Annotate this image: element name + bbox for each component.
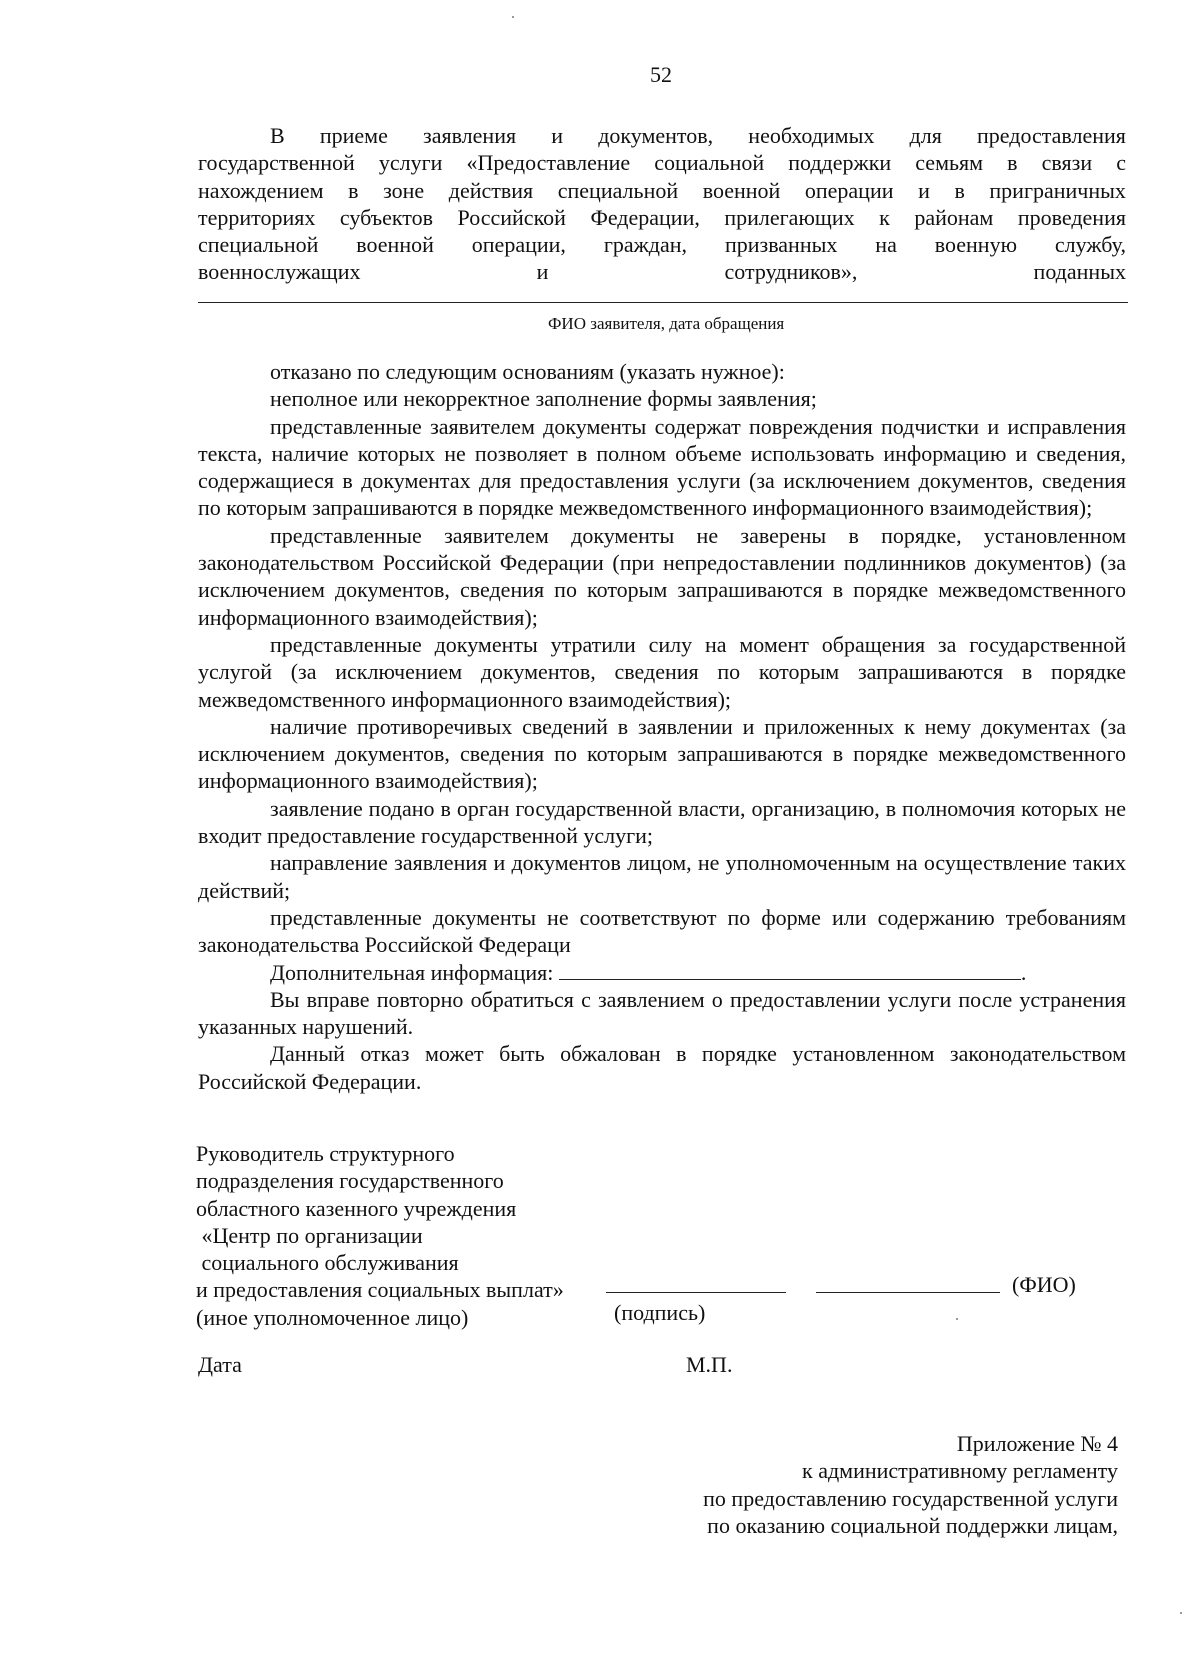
additional-info-end: . [1020,959,1027,985]
intro-word: на [875,232,897,258]
additional-info [198,959,1126,986]
intro-word: приграничных [989,177,1126,203]
intro-word: военной [356,232,434,258]
intro-word: военнослужащих [198,259,361,285]
intro-word: В [270,123,285,148]
intro-line [198,204,1126,231]
intro-word: проведения [1017,204,1126,230]
intro-word: в [348,177,359,203]
intro-word: действия [448,177,534,203]
intro-word: семьям [915,150,984,176]
intro-word: районам [914,204,994,230]
fio-label: (ФИО) [1012,1272,1076,1297]
ground-item: неполное или некорректное заполнение формы заявления; [270,386,817,412]
intro-word: граждан, [603,232,688,258]
grounds-intro: отказано по следующим основаниям (указать нужное): [270,359,785,384]
ground-item: заявление подано в орган государственной власти, организацию, в полномочия которых не входит предоставление государственной услуги; [198,795,1126,849]
intro-word: призванных [724,232,838,258]
intro-word: и [536,259,549,285]
intro-word: в [954,177,965,203]
intro-word: службу, [1054,232,1126,258]
appendix-number: Приложение № 4 [956,1431,1118,1456]
intro-word: социальной [654,150,765,176]
appendix-line: по предоставлению государственной услуги [703,1485,1118,1511]
intro-word: в [1007,150,1018,176]
applicant-field-line [198,302,1128,303]
appendix-header [703,1430,1118,1539]
ground-item: представленные документы не соответствуют по форме или содержанию требованиям законодательства Российской Федераци [198,904,1126,958]
intro-word: специальной [557,177,679,203]
intro-word: Федерации, [590,204,700,230]
intro-word: операции, [471,232,566,258]
ground-item: направление заявления и документов лицом, не уполномоченным на осуществление таких действий; [198,850,1126,903]
stamp-label: М.П. [686,1352,733,1377]
intro-word: с [1116,150,1126,176]
signature-label: (подпись) [614,1300,706,1325]
intro-word: связи [1041,150,1093,176]
intro-word: «Предоставление [466,150,631,176]
intro-line [198,122,1126,149]
intro-word: документов, [598,123,714,148]
ground-item: представленные заявителем документы содержат повреждения подчистки и исправления текста, наличие которых не позволяет в полном объеме использовать информацию и сведения, содержащиеся в документах для предоставления услуги (за исключением документов, сведения по которым запрашиваются в порядке межведомственного информационного взаимодействия); [198,413,1126,521]
intro-word: Российской [457,204,566,230]
signatory-block: Руководитель структурного подразделения государственного областного казенного учреждения «Центр по организации социального обслуживания и предоставления социальных выплат» (иное уполномоченное лицо) [196,1141,564,1330]
scan-speck [956,1318,958,1320]
intro-word: зоне [383,177,425,203]
refusal-grounds [198,358,1126,1095]
intro-word: заявления [423,123,517,148]
intro-word: нахождением [198,177,324,203]
intro-line [198,258,1126,285]
intro-word: и [551,123,564,148]
appendix-line: к административному регламенту [802,1458,1118,1484]
ground-item: представленные документы утратили силу на момент обращения за государственной услугой (за исключением документов, сведения по которым запрашиваются в порядке межведомственного информационного взаимодействия); [198,631,1126,712]
ground-item: наличие противоречивых сведений в заявлении и приложенных к нему документах (за исключением документов, сведения по которым запрашиваются в порядке межведомственного информационного взаимодействия); [198,713,1126,794]
intro-word: необходимых [748,123,875,148]
intro-word: субъектов [339,204,433,230]
intro-word: к [879,204,890,230]
intro-word: военной [702,177,781,203]
intro-word: военную [934,232,1018,258]
intro-line [198,177,1126,204]
scan-speck [512,16,514,18]
intro-word: для [909,123,942,148]
signature-line [606,1292,786,1293]
intro-word: приеме [319,123,388,148]
intro-word: операции [804,177,894,203]
intro-word: прилегающих [724,204,855,230]
intro-word: территориях [198,204,316,230]
intro-word: услуги [378,150,443,176]
ground-item: представленные заявителем документы не заверены в порядке, установленном законодательством Российской Федерации (при непредоставлении подлинников документов) (за исключением документов, сведения по которым запрашиваются в порядке межведомственного информационного взаимодействия); [198,522,1126,630]
intro-word: поданных [1033,259,1126,285]
intro-line [198,231,1126,258]
intro-word: сотрудников», [724,259,858,285]
intro-word: предоставления [977,123,1126,148]
appeal-paragraph: Данный отказ может быть обжалован в порядке установленном законодательством Российской Федерации. [198,1041,1126,1094]
intro-paragraph [198,122,1126,286]
fio-line [816,1292,1000,1293]
intro-line [198,149,1126,176]
scan-speck [1180,1612,1182,1614]
additional-info-label: Дополнительная информация: [270,959,554,985]
page-number: 52 [650,62,672,87]
applicant-caption: ФИО заявителя, дата обращения [548,314,785,333]
appendix-line: по оказанию социальной поддержки лицам, [707,1512,1118,1538]
intro-word: государственной [198,150,355,176]
reapply-paragraph: Вы вправе повторно обратиться с заявлением о предоставлении услуги после устранения указанных нарушений. [198,986,1126,1040]
additional-info-blank [559,961,1021,980]
intro-word: и [918,177,930,203]
intro-word: поддержки [788,150,892,176]
intro-word: специальной [198,232,319,258]
date-label: Дата [198,1352,242,1377]
